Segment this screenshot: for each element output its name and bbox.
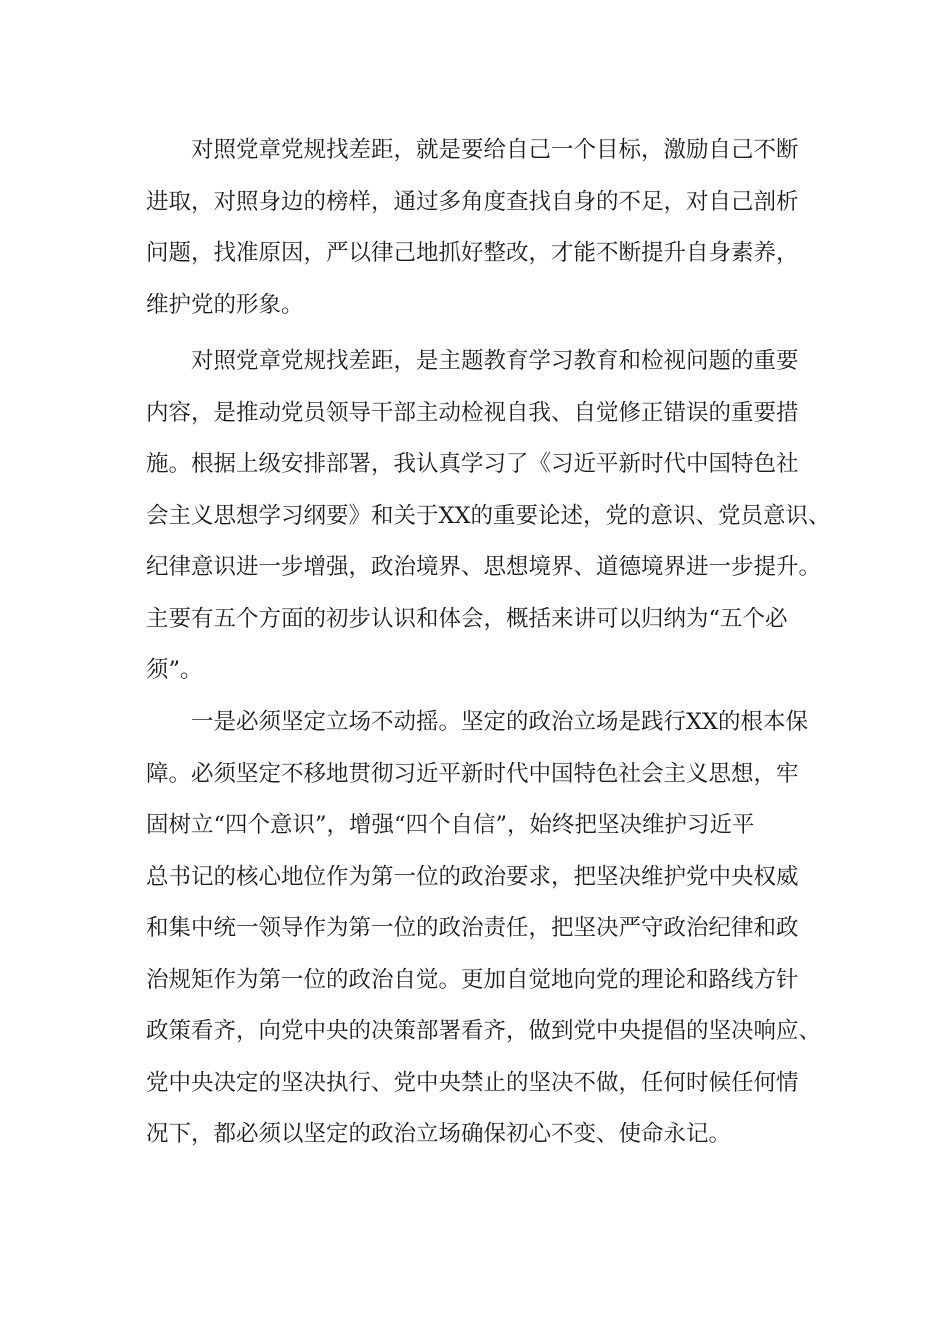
paragraph-1 — [146, 125, 826, 331]
paragraph-line: 党中央决定的坚决执行、党中央禁止的坚决不做，任何时候任何情 — [146, 1069, 799, 1096]
paragraph-line: 和集中统一领导作为第一位的政治责任，把坚决严守政治纪律和政 — [146, 915, 799, 941]
paragraph-line: 政策看齐，向党中央的决策部署看齐，做到党中央提倡的坚决响应、 — [146, 1018, 822, 1044]
paragraph-line: 内容，是推动党员领导干部主动检视自我、自觉修正错误的重要措 — [146, 399, 799, 426]
paragraph-line: 总书记的核心地位作为第一位的政治要求，把坚决维护党中央权威 — [146, 863, 799, 890]
paragraph-line: 一是必须坚定立场不动摇。坚定的政治立场是践行XX的根本保 — [191, 709, 809, 735]
paragraph-line: 对照党章党规找差距，就是要给自己一个目标，激励自己不断 — [191, 137, 799, 163]
paragraph-line: 纪律意识进一步增强，政治境界、思想境界、道德境界进一步提升。 — [146, 554, 822, 580]
paragraph-3 — [146, 697, 826, 1161]
paragraph-line: 须”。 — [146, 657, 203, 683]
paragraph-line: 固树立“四个意识”，增强“四个自信”，始终把坚决维护习近平 — [146, 812, 755, 838]
paragraph-line: 问题，找准原因，严以律己地抓好整改，才能不断提升自身素养， — [146, 240, 799, 266]
paragraph-line: 会主义思想学习纲要》和关于XX的重要论述，党的意识、党员意识、 — [146, 502, 831, 529]
paragraph-line: 治规矩作为第一位的政治自觉。更加自觉地向党的理论和路线方针 — [146, 966, 799, 993]
paragraph-line: 障。必须坚定不移地贯彻习近平新时代中国特色社会主义思想，牢 — [146, 760, 799, 787]
paragraph-line: 况下，都必须以坚定的政治立场确保初心不变、使命永记。 — [146, 1121, 732, 1147]
paragraph-line: 施。根据上级安排部署，我认真学习了《习近平新时代中国特色社 — [146, 451, 799, 477]
paragraph-2 — [146, 336, 831, 697]
paragraph-line: 进取，对照身边的榜样，通过多角度查找自身的不足，对自己剖析 — [146, 188, 799, 215]
paragraph-line: 主要有五个方面的初步认识和体会，概括来讲可以归纳为“五个必 — [146, 605, 788, 632]
paragraph-line: 维护党的形象。 — [146, 291, 304, 318]
paragraph-line: 对照党章党规找差距，是主题教育学习教育和检视问题的重要 — [191, 348, 799, 374]
